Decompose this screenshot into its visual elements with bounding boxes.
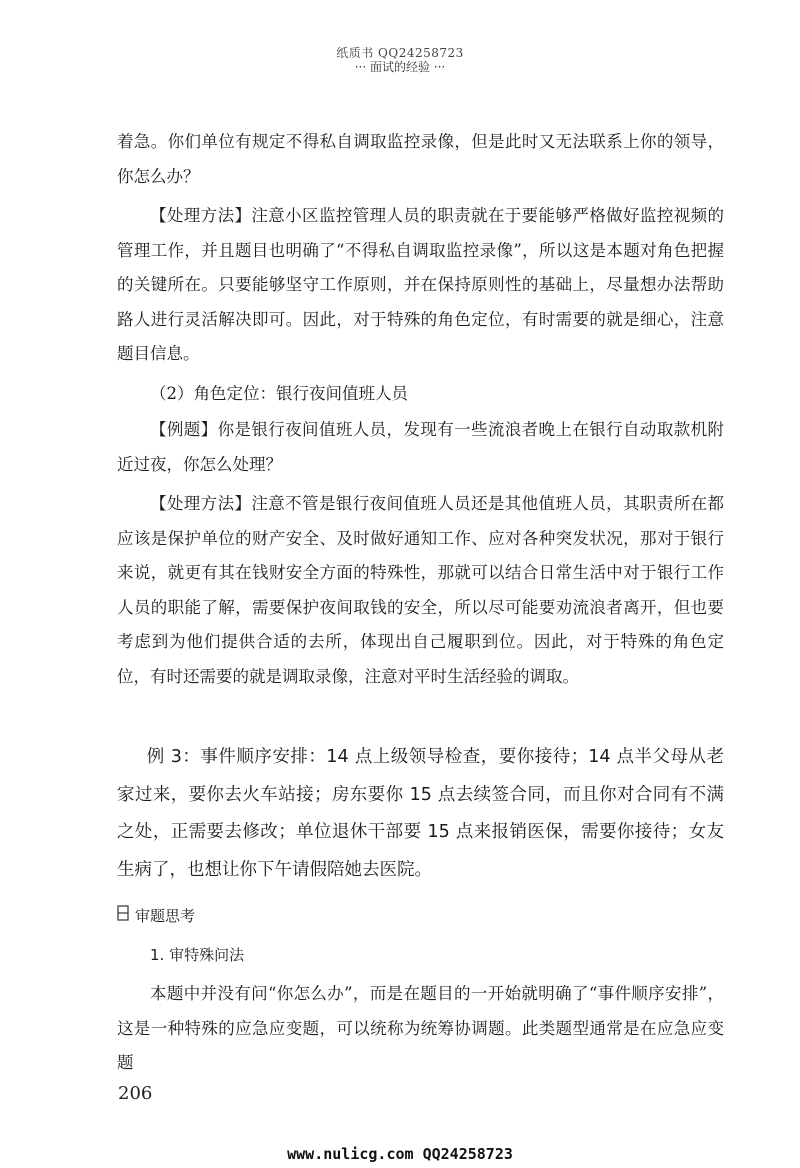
paragraph-question-end: 着急。你们单位有规定不得私自调取监控录像，但是此时又无法联系上你的领导，你怎么办？ [117, 132, 724, 186]
running-header: ··· 面试的经验 ··· [354, 60, 446, 74]
paragraph-method-2: 【处理方法】注意不管是银行夜间值班人员还是其他值班人员，其职责所在都应该是保护单位的财产安全、及时做好通知工作、应对各种突发状况，那对于银行来说，就更有其在钱财安全方面的特殊性，那就可以结合日常生活中对于银行工作人员的职能了解，需要保护夜间取钱的安全，所以尽可能要劝流浪者离开，但也要考虑到为他们提供合适的去所，体现出自己履职到位。因此，对于特殊的角色定位，有时还需要的就是调取录像，注意对平时生活经验的调取。 [117, 494, 724, 686]
paragraph-analysis: 本题中并没有问“你怎么办”，而是在题目的一开始就明确了“事件顺序安排”，这是一种特殊的应急应变题，可以统称为统筹协调题。此类题型通常是在应急应变题 [117, 984, 724, 1072]
example-3: 例 3：事件顺序安排：14 点上级领导检查，要你接待；14 点半父母从老家过来，要你去火车站接；房东要你 15 点去续签合同，而且你对合同有不满之处，正需要去修改；单位退休干部要 15 点来报销医保，需要你接待；女友生病了，也想让你下午请假陪她去医院。 [117, 747, 724, 880]
section-title: 审题思考 [135, 907, 196, 925]
subsection-title: 1. 审特殊问法 [150, 946, 245, 964]
section-icon [117, 905, 129, 921]
paragraph-example-question: 【例题】你是银行夜间值班人员，发现有一些流浪者晚上在银行自动取款机附近过夜，你怎么处理？ [117, 420, 724, 474]
footer-watermark: www.nulicg.com QQ24258723 [287, 1145, 513, 1163]
header-watermark: 纸质书 QQ24258723 [336, 46, 464, 60]
paragraph-method-1: 【处理方法】注意小区监控管理人员的职责就在于要能够严格做好监控视频的管理工作，并且题目也明确了“不得私自调取监控录像”，所以这是本题对角色把握的关键所在。只要能够坚守工作原则，并在保持原则性的基础上，尽量想办法帮助路人进行灵活解决即可。因此，对于特殊的角色定位，有时需要的就是细心，注意题目信息。 [117, 206, 724, 363]
role-heading: （2）角色定位：银行夜间值班人员 [150, 384, 408, 403]
page-number: 206 [118, 1083, 153, 1104]
